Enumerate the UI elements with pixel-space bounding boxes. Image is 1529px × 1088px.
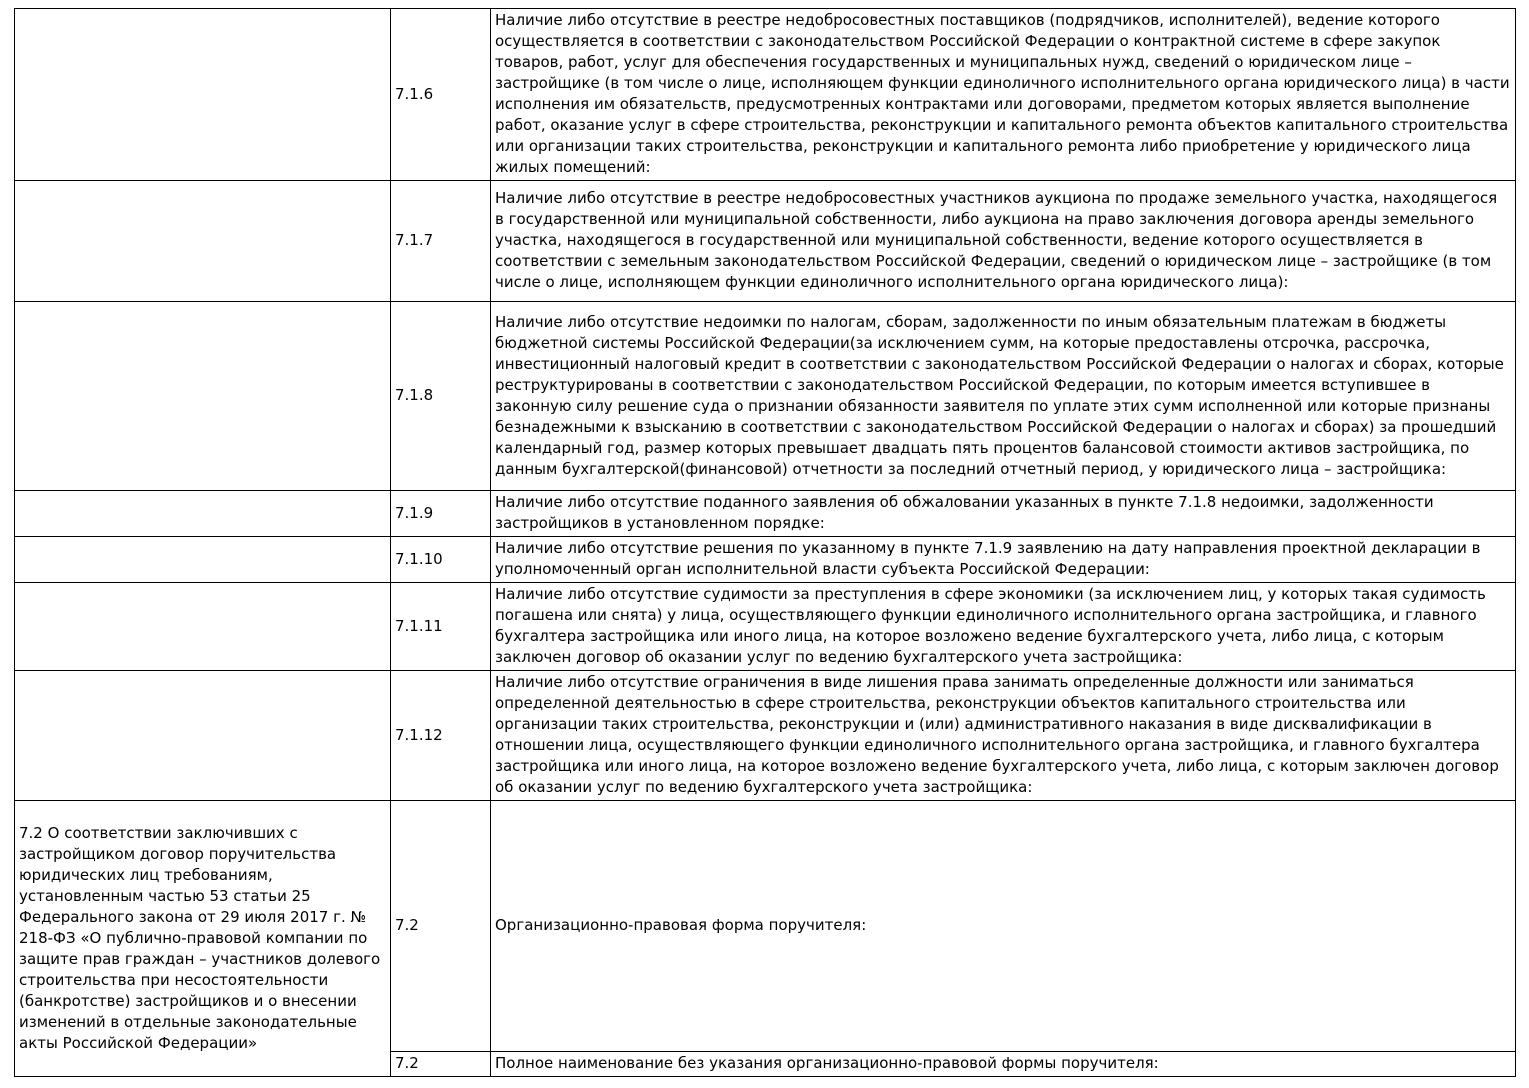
table-row bbox=[15, 537, 1516, 583]
item-description: Наличие либо отсутствие решения по указанному в пункте 7.1.9 заявлению на дату направления проектной декларации в уполномоченный орган исполнительной власти субъекта Российской Федерации: bbox=[491, 537, 1516, 583]
section-cell-empty bbox=[15, 302, 391, 491]
item-number: 7.1.7 bbox=[391, 181, 491, 302]
item-number: 7.2 bbox=[391, 1052, 491, 1077]
item-description: Наличие либо отсутствие поданного заявления об обжаловании указанных в пункте 7.1.8 недоимки, задолженности застройщиков в установленном порядке: bbox=[491, 491, 1516, 537]
item-number: 7.1.8 bbox=[391, 302, 491, 491]
item-description: Организационно-правовая форма поручителя: bbox=[491, 801, 1516, 1052]
table-row bbox=[15, 9, 1516, 181]
table-row bbox=[15, 671, 1516, 801]
item-description: Наличие либо отсутствие судимости за преступления в сфере экономики (за исключением лиц, у которых такая судимость погашена или снята) у лица, осуществляющего функции единоличного исполнительного органа застройщика, и главного бухгалтера застройщика или иного лица, на которое возложено ведение бухгалтерского учета, либо лица, с которым заключен договор об оказании услуг по ведению бухгалтерского учета застройщика: bbox=[491, 583, 1516, 671]
section-cell-empty bbox=[15, 181, 391, 302]
table-row bbox=[15, 302, 1516, 491]
section-cell-empty bbox=[15, 671, 391, 801]
section-cell-empty bbox=[15, 9, 391, 181]
item-description: Наличие либо отсутствие в реестре недобросовестных участников аукциона по продаже земельного участка, находящегося в государственной или муниципальной собственности, либо аукциона на право заключения договора аренды земельного участка, находящегося в государственной или муниципальной собственности, ведение которого осуществляется в соответствии с земельным законодательством Российской Федерации, сведений о юридическом лице – застройщике (в том числе о лице, исполняющем функции единоличного исполнительного органа юридического лица): bbox=[491, 181, 1516, 302]
item-number: 7.1.10 bbox=[391, 537, 491, 583]
section-cell-empty bbox=[15, 583, 391, 671]
item-number: 7.2 bbox=[391, 801, 491, 1052]
project-declaration-table bbox=[14, 8, 1516, 1077]
table-row bbox=[15, 583, 1516, 671]
section-7-2-title: 7.2 О соответствии заключивших с застройщиком договор поручительства юридических лиц требованиям, установленным частью 53 статьи 25 Федерального закона от 29 июля 2017 г. № 218-ФЗ «О публично-правовой компании по защите прав граждан – участников долевого строительства при несостоятельности (банкротстве) застройщиков и о внесении изменений в отдельные законодательные акты Российской Федерации» bbox=[15, 801, 391, 1077]
item-description: Наличие либо отсутствие недоимки по налогам, сборам, задолженности по иным обязательным платежам в бюджеты бюджетной системы Российской Федерации(за исключением сумм, на которые предоставлены отсрочка, рассрочка, инвестиционный налоговый кредит в соответствии с законодательством Российской Федерации о налогах и сборах, которые реструктурированы в соответствии с законодательством Российской Федерации, по которым имеется вступившее в законную силу решение суда о признании обязанности заявителя по уплате этих сумм исполненной или которые признаны безнадежными к взысканию в соответствии с законодательством Российской Федерации о налогах и сборах) за прошедший календарный год, размер которых превышает двадцать пять процентов балансовой стоимости активов застройщика, по данным бухгалтерской(финансовой) отчетности за последний отчетный период, у юридического лица – застройщика: bbox=[491, 302, 1516, 491]
item-number: 7.1.11 bbox=[391, 583, 491, 671]
item-description: Полное наименование без указания организационно-правовой формы поручителя: bbox=[491, 1052, 1516, 1077]
item-number: 7.1.6 bbox=[391, 9, 491, 181]
item-number: 7.1.12 bbox=[391, 671, 491, 801]
table-row bbox=[15, 491, 1516, 537]
section-cell-empty bbox=[15, 537, 391, 583]
item-number: 7.1.9 bbox=[391, 491, 491, 537]
item-description: Наличие либо отсутствие в реестре недобросовестных поставщиков (подрядчиков, исполнителей), ведение которого осуществляется в соответствии с законодательством Российской Федерации о контрактной системе в сфере закупок товаров, работ, услуг для обеспечения государственных и муниципальных нужд, сведений о юридическом лице – застройщике (в том числе о лице, исполняющем функции единоличного исполнительного органа юридического лица) в части исполнения им обязательств, предусмотренных контрактами или договорами, предметом которых является выполнение работ, оказание услуг в сфере строительства, реконструкции и капитального ремонта объектов капитального строительства или организации таких строительства, реконструкции и капитального ремонта либо приобретение у юридического лица жилых помещений: bbox=[491, 9, 1516, 181]
item-description: Наличие либо отсутствие ограничения в виде лишения права занимать определенные должности или заниматься определенной деятельностью в сфере строительства, реконструкции объектов капитального строительства или организации таких строительства, реконструкции и (или) административного наказания в виде дисквалификации в отношении лица, осуществляющего функции единоличного исполнительного органа застройщика, и главного бухгалтера застройщика или иного лица, на которое возложено ведение бухгалтерского учета, либо лица, с которым заключен договор об оказании услуг по ведению бухгалтерского учета застройщика: bbox=[491, 671, 1516, 801]
table-row bbox=[15, 801, 1516, 1052]
table-row bbox=[15, 181, 1516, 302]
section-cell-empty bbox=[15, 491, 391, 537]
